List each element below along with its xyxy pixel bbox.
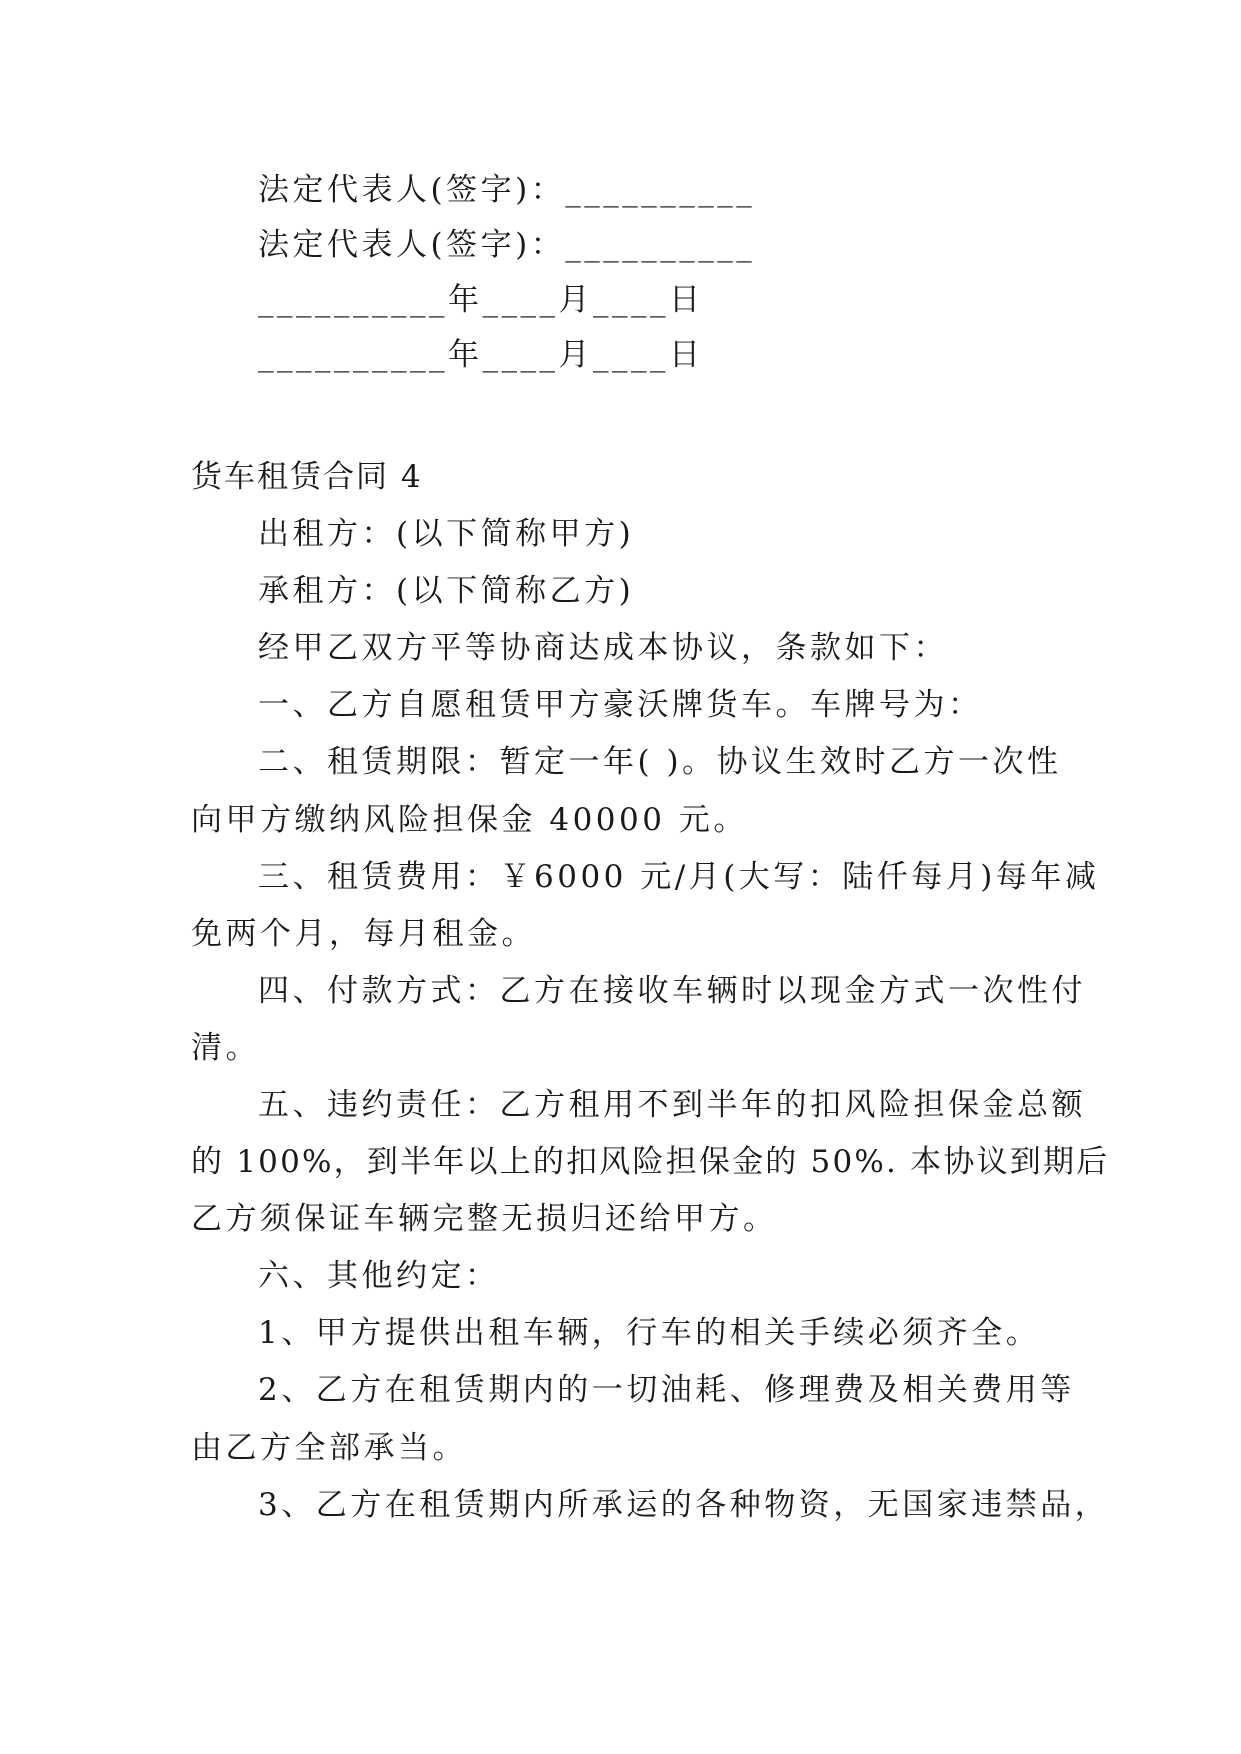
paragraph-line: 向甲方缴纳风险担保金 40000 元。 bbox=[191, 802, 748, 838]
paragraph-line: 经甲乙双方平等协商达成本协议，条款如下： bbox=[258, 630, 948, 666]
paragraph-line: 1、甲方提供出租车辆，行车的相关手续必须齐全。 bbox=[258, 1315, 1041, 1351]
date-line-1: __________年____月____日 bbox=[258, 282, 704, 318]
paragraph-line: 承租方：(以下简称乙方) bbox=[258, 573, 635, 609]
paragraph-line: 六、其他约定： bbox=[258, 1258, 500, 1294]
signature-line-2: 法定代表人(签字)：__________ bbox=[258, 227, 756, 263]
paragraph-line: 乙方须保证车辆完整无损归还给甲方。 bbox=[191, 1201, 778, 1237]
paragraph-line: 由乙方全部承当。 bbox=[191, 1430, 467, 1466]
date-line-2: __________年____月____日 bbox=[258, 337, 704, 373]
paragraph-line: 清。 bbox=[191, 1030, 260, 1066]
paragraph-line: 三、租赁费用：￥6000 元/月(大写：陆仟每月)每年减 bbox=[258, 859, 1100, 895]
paragraph-line: 免两个月，每月租金。 bbox=[191, 916, 536, 952]
paragraph-line: 出租方：(以下简称甲方) bbox=[258, 516, 635, 552]
paragraph-line: 2、乙方在租赁期内的一切油耗、修理费及相关费用等 bbox=[258, 1372, 1075, 1408]
paragraph-line: 一、乙方自愿租赁甲方豪沃牌货车。车牌号为： bbox=[258, 687, 983, 723]
paragraph-line: 的 100%，到半年以上的扣风险担保金的 50%. 本协议到期后 bbox=[191, 1144, 1110, 1180]
paragraph-line: 3、乙方在租赁期内所承运的各种物资，无国家违禁品， bbox=[258, 1487, 1110, 1523]
paragraph-line: 二、租赁期限：暂定一年( )。协议生效时乙方一次性 bbox=[258, 744, 1062, 780]
document-title: 货车租赁合同 4 bbox=[191, 459, 423, 495]
signature-line-1: 法定代表人(签字)：__________ bbox=[258, 172, 756, 208]
paragraph-line: 五、违约责任：乙方租用不到半年的扣风险担保金总额 bbox=[258, 1087, 1086, 1123]
paragraph-line: 四、付款方式：乙方在接收车辆时以现金方式一次性付 bbox=[258, 973, 1086, 1009]
